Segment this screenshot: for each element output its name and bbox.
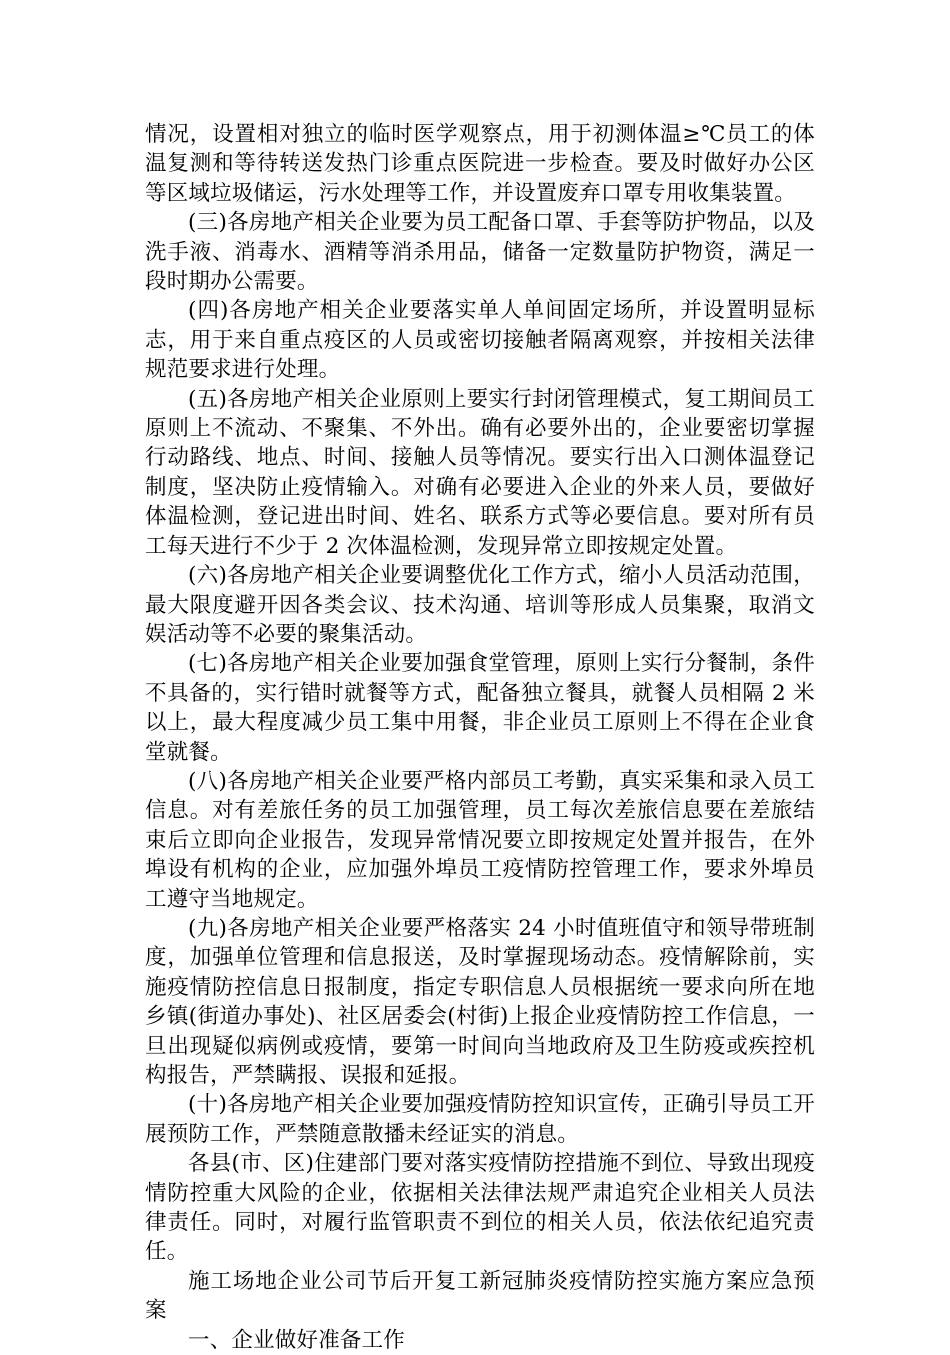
paragraph-item-6: (六)各房地产相关企业要调整优化工作方式，缩小人员活动范围，最大限度避开因各类会议、技术沟通、培训等形成人员集聚，取消文娱活动等不必要的聚集活动。 (145, 563, 815, 647)
paragraph-item-5: (五)各房地产相关企业原则上要实行封闭管理模式，复工期间员工原则上不流动、不聚集、不外出。确有必要外出的，企业要密切掌握行动路线、地点、时间、接触人员等情况。要实行出入口测体温登记制度，坚决防止疫情输入。对确有必要进入企业的外来人员，要做好体温检测，登记进出时间、姓名、联系方式等必要信息。要对所有员工每天进行不少于 2 次体温检测，发现异常立即按规定处置。 (145, 386, 815, 559)
paragraph-continuation: 情况，设置相对独立的临时医学观察点，用于初测体温≥℃员工的体温复测和等待转送发热门诊重点医院进一步检查。要及时做好办公区等区域垃圾储运，污水处理等工作，并设置废弃口罩专用收集装置。 (145, 122, 815, 206)
paragraph-accountability: 各县(市、区)住建部门要对落实疫情防控措施不到位、导致出现疫情防控重大风险的企业，依据相关法律法规严肃追究企业相关人员法律责任。同时，对履行监管职责不到位的相关人员，依法依纪追究责任。 (145, 1151, 815, 1265)
section-heading-1: 一、企业做好准备工作 (188, 1327, 406, 1353)
paragraph-item-10: (十)各房地产相关企业要加强疫情防控知识宣传，正确引导员工开展预防工作，严禁随意散播未经证实的消息。 (145, 1092, 815, 1147)
paragraph-item-7: (七)各房地产相关企业要加强食堂管理，原则上实行分餐制，条件不具备的，实行错时就餐等方式，配备独立餐具，就餐人员相隔 2 米以上，最大程度减少员工集中用餐，非企业员工原则上不得在企业食堂就餐。 (145, 651, 815, 765)
document-body (145, 120, 815, 1355)
section-title: 施工场地企业公司节后开复工新冠肺炎疫情防控实施方案应急预案 (145, 1268, 815, 1324)
paragraph-item-9: (九)各房地产相关企业要严格落实 24 小时值班值守和领导带班制度，加强单位管理和信息报送，及时掌握现场动态。疫情解除前，实施疫情防控信息日报制度，指定专职信息人员根据统一要求向所在地乡镇(街道办事处)、社区居委会(村街)上报企业疫情防控工作信息，一旦出现疑似病例或疫情，要第一时间向当地政府及卫生防疫或疾控机构报告，严禁瞒报、误报和延报。 (145, 915, 815, 1088)
paragraph-item-8: (八)各房地产相关企业要严格内部员工考勤，真实采集和录入员工信息。对有差旅任务的员工加强管理，员工每次差旅信息要在差旅结束后立即向企业报告，发现异常情况要立即按规定处置并报告，在外埠设有机构的企业，应加强外埠员工疫情防控管理工作，要求外埠员工遵守当地规定。 (145, 768, 815, 912)
paragraph-item-4: (四)各房地产相关企业要落实单人单间固定场所，并设置明显标志，用于来自重点疫区的人员或密切接触者隔离观察，并按相关法律规范要求进行处理。 (145, 298, 815, 383)
paragraph-item-3: (三)各房地产相关企业要为员工配备口罩、手套等防护物品，以及洗手液、消毒水、酒精等消杀用品，储备一定数量防护物资，满足一段时期办公需要。 (145, 210, 815, 295)
